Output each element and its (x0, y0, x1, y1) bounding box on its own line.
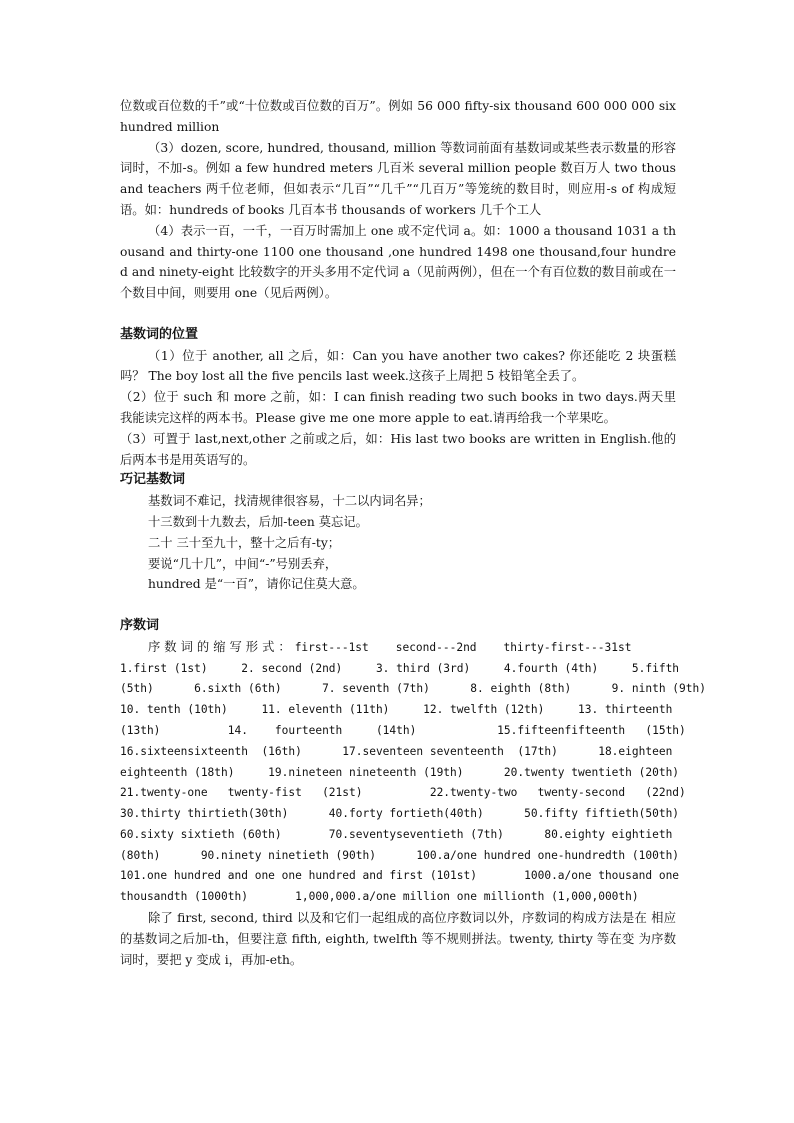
paragraph-ordinal-formation: 除了 first, second, third 以及和它们一起组成的高位序数词以外，序数词的构成方法是在 相应的基数词之后加-th，但要注意 fifth, eighth, twelfth 等不规则拼法。twenty, thirty 等在变 为序数词时，要把 y 变成 i，再加-eth。 (120, 911, 676, 967)
paragraph-millions: 位数或百位数的千”或“十位数或百位数的百万”。例如 56 000 fifty-six thousand 600 000 000 six hundred million (120, 99, 676, 134)
paragraph-rule-3: （3）dozen, score, hundred, thousand, million 等数词前面有基数词或某些表示数量的形容词时，不加-s。例如 a few hundred meters 几百米 several million people 数百万人 two thousand teachers 两千位老师，但如表示“几百”“几千”“几百万”等笼统的数目时，则应用-s of 构成短语。如：hundreds of books 几百本书 thousands of workers 几千个工人 (120, 140, 676, 217)
heading-ordinals: 序数词 (120, 617, 160, 633)
verse-line: 十三数到十九数去，后加-teen 莫忘记。 (148, 514, 368, 529)
verse-line: 基数词不难记，找清规律很容易，十二以内词名异； (148, 494, 431, 509)
ordinal-list-line: 16.sixteensixteenth (16th) 17.seventeen seventeenth (17th) 18.eighteen (120, 744, 673, 758)
ordinal-list-line: 60.sixty sixtieth (60th) 70.seventyseventieth (7th) 80.eighty eightieth (120, 827, 673, 841)
ordinal-list-line: 1.first (1st) 2. second (2nd) 3. third (3rd) 4.fourth (4th) 5.fifth (120, 661, 680, 675)
verse-line: hundred 是“一百”，请你记住莫大意。 (148, 577, 365, 592)
ordinal-list-line: (80th) 90.ninety ninetieth (90th) 100.a/one hundred one-hundredth (100th) (120, 848, 680, 862)
paragraph-rule-4: （4）表示一百，一千，一百万时需加上 one 或不定代词 a。如：1000 a thousand 1031 a thousand and thirty-one 1100 one thousand ,one hundred 1498 one thousand,four hundred and ninety-eight 比较数字的开头多用不定代词 a（见前两例），但在一个有百位数的数目前或在一个数目中间，则要用 one（见后两例）。 (120, 223, 676, 301)
ordinal-list-line: 30.thirty thirtieth(30th) 40.forty fortieth(40th) 50.fifty fiftieth(50th) (120, 807, 680, 821)
ordinal-list-line: thousandth (1000th) 1,000,000.a/one million one millionth (1,000,000th) (120, 890, 639, 904)
paragraph-position-2: （2）位于 such 和 more 之前，如：I can finish reading two such books in two days.两天里我能读完这样的两本书。Please give me one more apple to eat.请再给我一个苹果吃。 (120, 390, 676, 425)
heading-memorize-cardinals: 巧记基数词 (120, 472, 186, 488)
ordinal-list-line: (5th) 6.sixth (6th) 7. seventh (7th) 8. eighth (8th) 9. ninth (9th) (120, 682, 706, 696)
ordinal-intro-examples: first---1st second---2nd thirty-first---31st (294, 640, 632, 654)
ordinal-list-line: eighteenth (18th) 19.nineteen nineteenth (19th) 20.twenty twentieth (20th) (120, 765, 680, 779)
ordinal-list-line: 21.twenty-one twenty-fist (21st) 22.twenty-two twenty-second (22nd) (120, 786, 686, 800)
paragraph-position-3: （3）可置于 last,next,other 之前或之后，如：His last two books are written in English.他的后两本书是用英语写的。 (120, 431, 676, 467)
ordinal-list-line: (13th) 14. fourteenth (14th) 15.fifteenfifteenth (15th) (120, 723, 686, 737)
ordinal-intro-label: 序数词的缩写形式： (148, 639, 295, 654)
ordinal-list-line: 10. tenth (10th) 11. eleventh (11th) 12. twelfth (12th) 13. thirteenth (120, 703, 673, 717)
spacer (120, 595, 676, 616)
verse-line: 要说“几十几”，中间“-”号别丢弃， (148, 556, 338, 571)
spacer (120, 304, 676, 325)
heading-cardinal-position: 基数词的位置 (120, 326, 199, 342)
ordinal-intro-line (120, 637, 676, 659)
verse-line: 二十 三十至九十，整十之后有-ty； (148, 535, 341, 550)
ordinal-list-line: 101.one hundred and one one hundred and first (101st) 1000.a/one thousand one (120, 869, 680, 883)
document-page (120, 96, 706, 970)
paragraph-position-1: （1）位于 another, all 之后，如：Can you have another two cakes? 你还能吃 2 块蛋糕吗？ The boy lost all the five pencils last week.这孩子上周把 5 枝铅笔全丢了。 (120, 348, 676, 384)
